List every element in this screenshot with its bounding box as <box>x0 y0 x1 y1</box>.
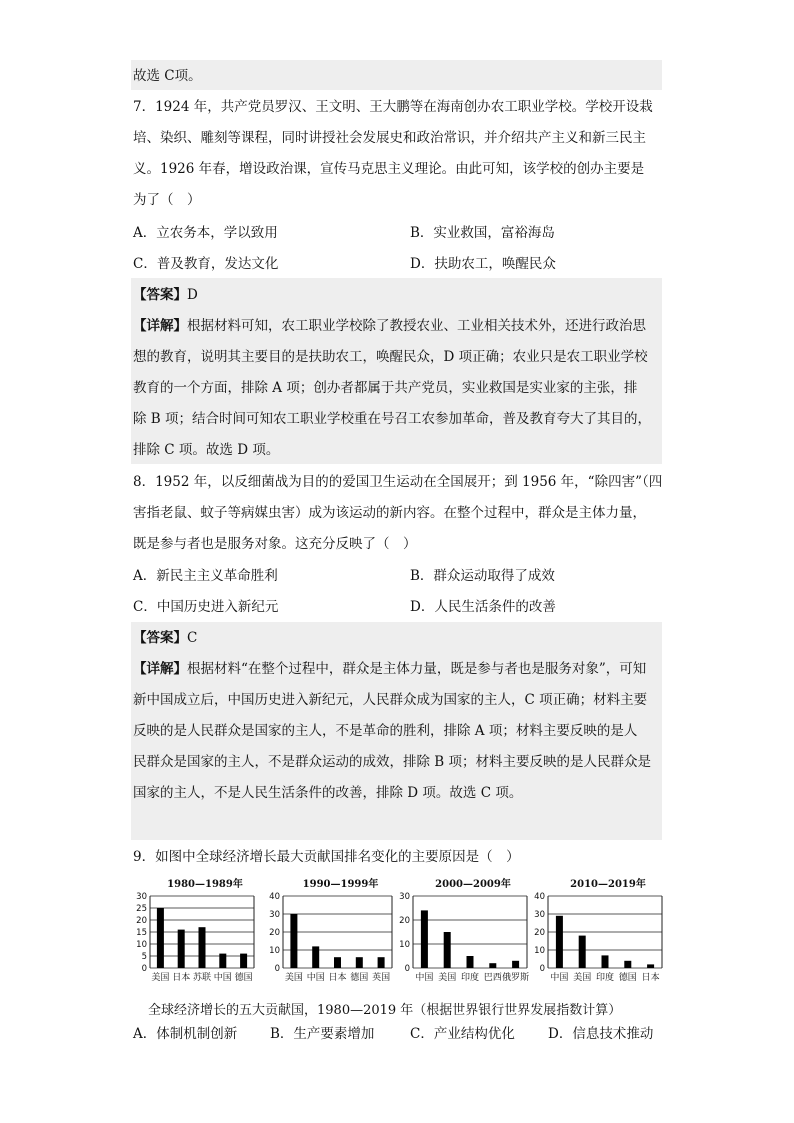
bar <box>579 936 586 968</box>
y-tick-label: 10 <box>269 946 280 956</box>
q8-detail-line-5: 国家的主人，不是人民生活条件的改善，排除 D 项。故选 C 项。 <box>133 785 523 801</box>
q9-option-d: D．信息技术推动 <box>548 1026 654 1042</box>
x-tick-label: 俄罗斯 <box>502 973 530 983</box>
bar <box>556 916 563 968</box>
bar <box>312 946 319 968</box>
x-tick-label: 德国 <box>350 973 369 983</box>
bar <box>444 932 451 968</box>
chart-title: 1990—1999年 <box>302 879 379 890</box>
q7-option-a: A．立农务本，学以致用 <box>133 225 278 241</box>
y-tick-label: 0 <box>141 964 147 974</box>
q9-stem: 9．如图中全球经济增长最大贡献国排名变化的主要原因是（ ） <box>133 849 520 865</box>
bar <box>334 957 341 968</box>
q7-stem-line-1: 7．1924 年，共产党员罗汉、王文明、王大鹏等在海南创办农工职业学校。学校开设栽 <box>133 99 653 115</box>
q9-option-c: C．产业结构优化 <box>410 1026 515 1042</box>
q8-detail-line-4: 民群众是国家的主人，不是群众运动的成效，排除 B 项；材料主要反映的是人民群众是 <box>133 754 652 770</box>
chart-1990-1999 <box>263 872 398 992</box>
q7-stem-line-3: 义。1926 年春，增设政治课，宣传马克思主义理论。由此可知，该学校的创办主要是 <box>133 161 645 177</box>
chart-title: 2010—2019年 <box>570 879 646 890</box>
bar <box>290 914 297 968</box>
bar <box>421 910 428 968</box>
bar-chart-svg <box>263 872 398 992</box>
x-tick-label: 美国 <box>151 973 170 983</box>
q7-detail-text-1: 根据材料可知，农工职业学校除了教授农业、工业相关技术外，还进行政治思 <box>187 318 646 334</box>
q8-option-b: B．群众运动取得了成效 <box>410 568 555 584</box>
y-tick-label: 40 <box>534 892 545 902</box>
y-tick-label: 0 <box>539 964 545 974</box>
q8-answer-value: C <box>187 630 198 646</box>
x-tick-label: 英国 <box>372 973 391 983</box>
x-tick-label: 美国 <box>438 973 457 983</box>
x-tick-label: 中国 <box>306 973 325 983</box>
x-tick-label: 德国 <box>618 973 637 983</box>
bar <box>624 961 631 968</box>
bar <box>356 957 363 968</box>
bar <box>157 908 164 968</box>
x-tick-label: 德国 <box>234 973 253 983</box>
bar <box>647 964 654 968</box>
chart-title: 2000—2009年 <box>435 879 511 890</box>
x-tick-label: 中国 <box>550 973 569 983</box>
q7-option-b: B．实业救国，富裕海岛 <box>410 225 555 241</box>
y-tick-label: 15 <box>136 928 147 938</box>
x-tick-label: 美国 <box>573 973 592 983</box>
q8-detail-text-1: 根据材料“在整个过程中，群众是主体力量，既是参与者也是服务对象”，可知 <box>187 661 647 677</box>
y-tick-label: 10 <box>399 940 410 950</box>
chart-2000-2009 <box>393 872 533 992</box>
q7-option-d: D．扶助农工，唤醒民众 <box>410 256 556 272</box>
q9-chart-caption: 全球经济增长的五大贡献国，1980—2019 年（根据世界银行世界发展指数计算） <box>148 1003 622 1018</box>
q7-stem-line-2: 培、染织、雕刻等课程，同时讲授社会发展史和政治常识，并介绍共产主义和新三民主 <box>133 130 646 146</box>
x-tick-label: 中国 <box>213 973 232 983</box>
y-tick-label: 20 <box>269 928 280 938</box>
shaded-block-top <box>131 60 662 90</box>
bar-chart-svg <box>393 872 533 992</box>
q7-detail-line-4: 除 B 项；结合时间可知农工职业学校重在号召工农参加革命，普及教育夸大了其目的， <box>133 411 652 427</box>
y-tick-label: 30 <box>534 910 545 920</box>
x-tick-label: 日本 <box>172 973 191 983</box>
bar-chart-svg <box>130 872 260 992</box>
bar <box>467 956 474 968</box>
q8-stem-line-1: 8．1952 年，以反细菌战为目的的爱国卫生运动在全国展开；到 1956 年，“除四害”（四 <box>133 474 663 490</box>
q7-detail-line-5: 排除 C 项。故选 D 项。 <box>133 442 280 458</box>
q8-stem-line-3: 既是参与者也是服务对象。这充分反映了（ ） <box>133 536 417 552</box>
q8-option-d: D．人民生活条件的改善 <box>410 599 556 615</box>
y-tick-label: 20 <box>534 928 545 938</box>
y-tick-label: 10 <box>136 940 147 950</box>
y-tick-label: 30 <box>399 892 410 902</box>
x-tick-label: 巴西 <box>483 973 502 983</box>
q9-option-a: A．体制机制创新 <box>133 1026 238 1042</box>
y-tick-label: 30 <box>136 892 147 902</box>
bar <box>489 963 496 968</box>
x-tick-label: 苏联 <box>192 973 212 983</box>
q8-detail-line-1 <box>133 660 646 678</box>
bar <box>240 954 247 968</box>
y-tick-label: 0 <box>274 964 280 974</box>
bar <box>512 961 519 968</box>
chart-1980-1989 <box>130 872 260 992</box>
q8-stem-line-2: 害指老鼠、蚊子等病媒虫害）成为该运动的新内容。在整个过程中，群众是主体力量， <box>133 505 646 521</box>
y-tick-label: 20 <box>136 916 147 926</box>
x-tick-label: 中国 <box>415 973 434 983</box>
bar <box>199 927 206 968</box>
q7-option-c: C．普及教育，发达文化 <box>133 256 279 272</box>
y-tick-label: 20 <box>399 916 410 926</box>
chart-title: 1980—1989年 <box>167 879 243 890</box>
chart-2010-2019 <box>528 872 668 992</box>
q7-detail-line-1 <box>133 317 646 335</box>
y-tick-label: 30 <box>269 910 280 920</box>
q7-detail-line-2: 想的教育，说明其主要目的是扶助农工，唤醒民众，D 项正确；农业只是农工职业学校 <box>133 349 648 365</box>
shaded-block-q7-answer <box>131 278 662 464</box>
q8-answer-label: 【答案】 <box>133 630 187 646</box>
y-tick-label: 10 <box>534 946 545 956</box>
q7-detail-label: 【详解】 <box>133 318 187 334</box>
q7-detail-line-3: 教育的一个方面，排除 A 项；创办者都属于共产党员，实业救国是实业家的主张，排 <box>133 380 638 396</box>
x-tick-label: 日本 <box>641 973 660 983</box>
y-tick-label: 5 <box>141 952 147 962</box>
bar <box>378 957 385 968</box>
q8-detail-line-3: 反映的是人民群众是国家的主人，不是革命的胜利，排除 A 项；材料主要反映的是人 <box>133 723 638 739</box>
q7-answer-value: D <box>187 287 198 303</box>
q7-answer-label: 【答案】 <box>133 287 187 303</box>
bar <box>219 954 226 968</box>
q9-option-b: B．生产要素增加 <box>270 1026 375 1042</box>
x-tick-label: 印度 <box>595 973 615 983</box>
x-tick-label: 美国 <box>284 973 303 983</box>
q8-detail-line-2: 新中国成立后，中国历史进入新纪元，人民群众成为国家的主人，C 项正确；材料主要 <box>133 692 648 708</box>
x-tick-label: 印度 <box>460 973 480 983</box>
y-tick-label: 40 <box>269 892 280 902</box>
y-tick-label: 25 <box>136 904 147 914</box>
q8-option-c: C．中国历史进入新纪元 <box>133 599 279 615</box>
bar-chart-svg <box>528 872 668 992</box>
bar <box>178 930 185 968</box>
y-tick-label: 0 <box>404 964 410 974</box>
x-tick-label: 日本 <box>328 973 347 983</box>
q8-detail-label: 【详解】 <box>133 661 187 677</box>
q6-conclusion: 故选 C项。 <box>133 68 202 84</box>
q8-answer <box>133 629 197 647</box>
bar <box>602 955 609 968</box>
q8-option-a: A．新民主主义革命胜利 <box>133 568 278 584</box>
q7-stem-line-4: 为了（ ） <box>133 192 201 208</box>
q7-answer <box>133 286 198 304</box>
